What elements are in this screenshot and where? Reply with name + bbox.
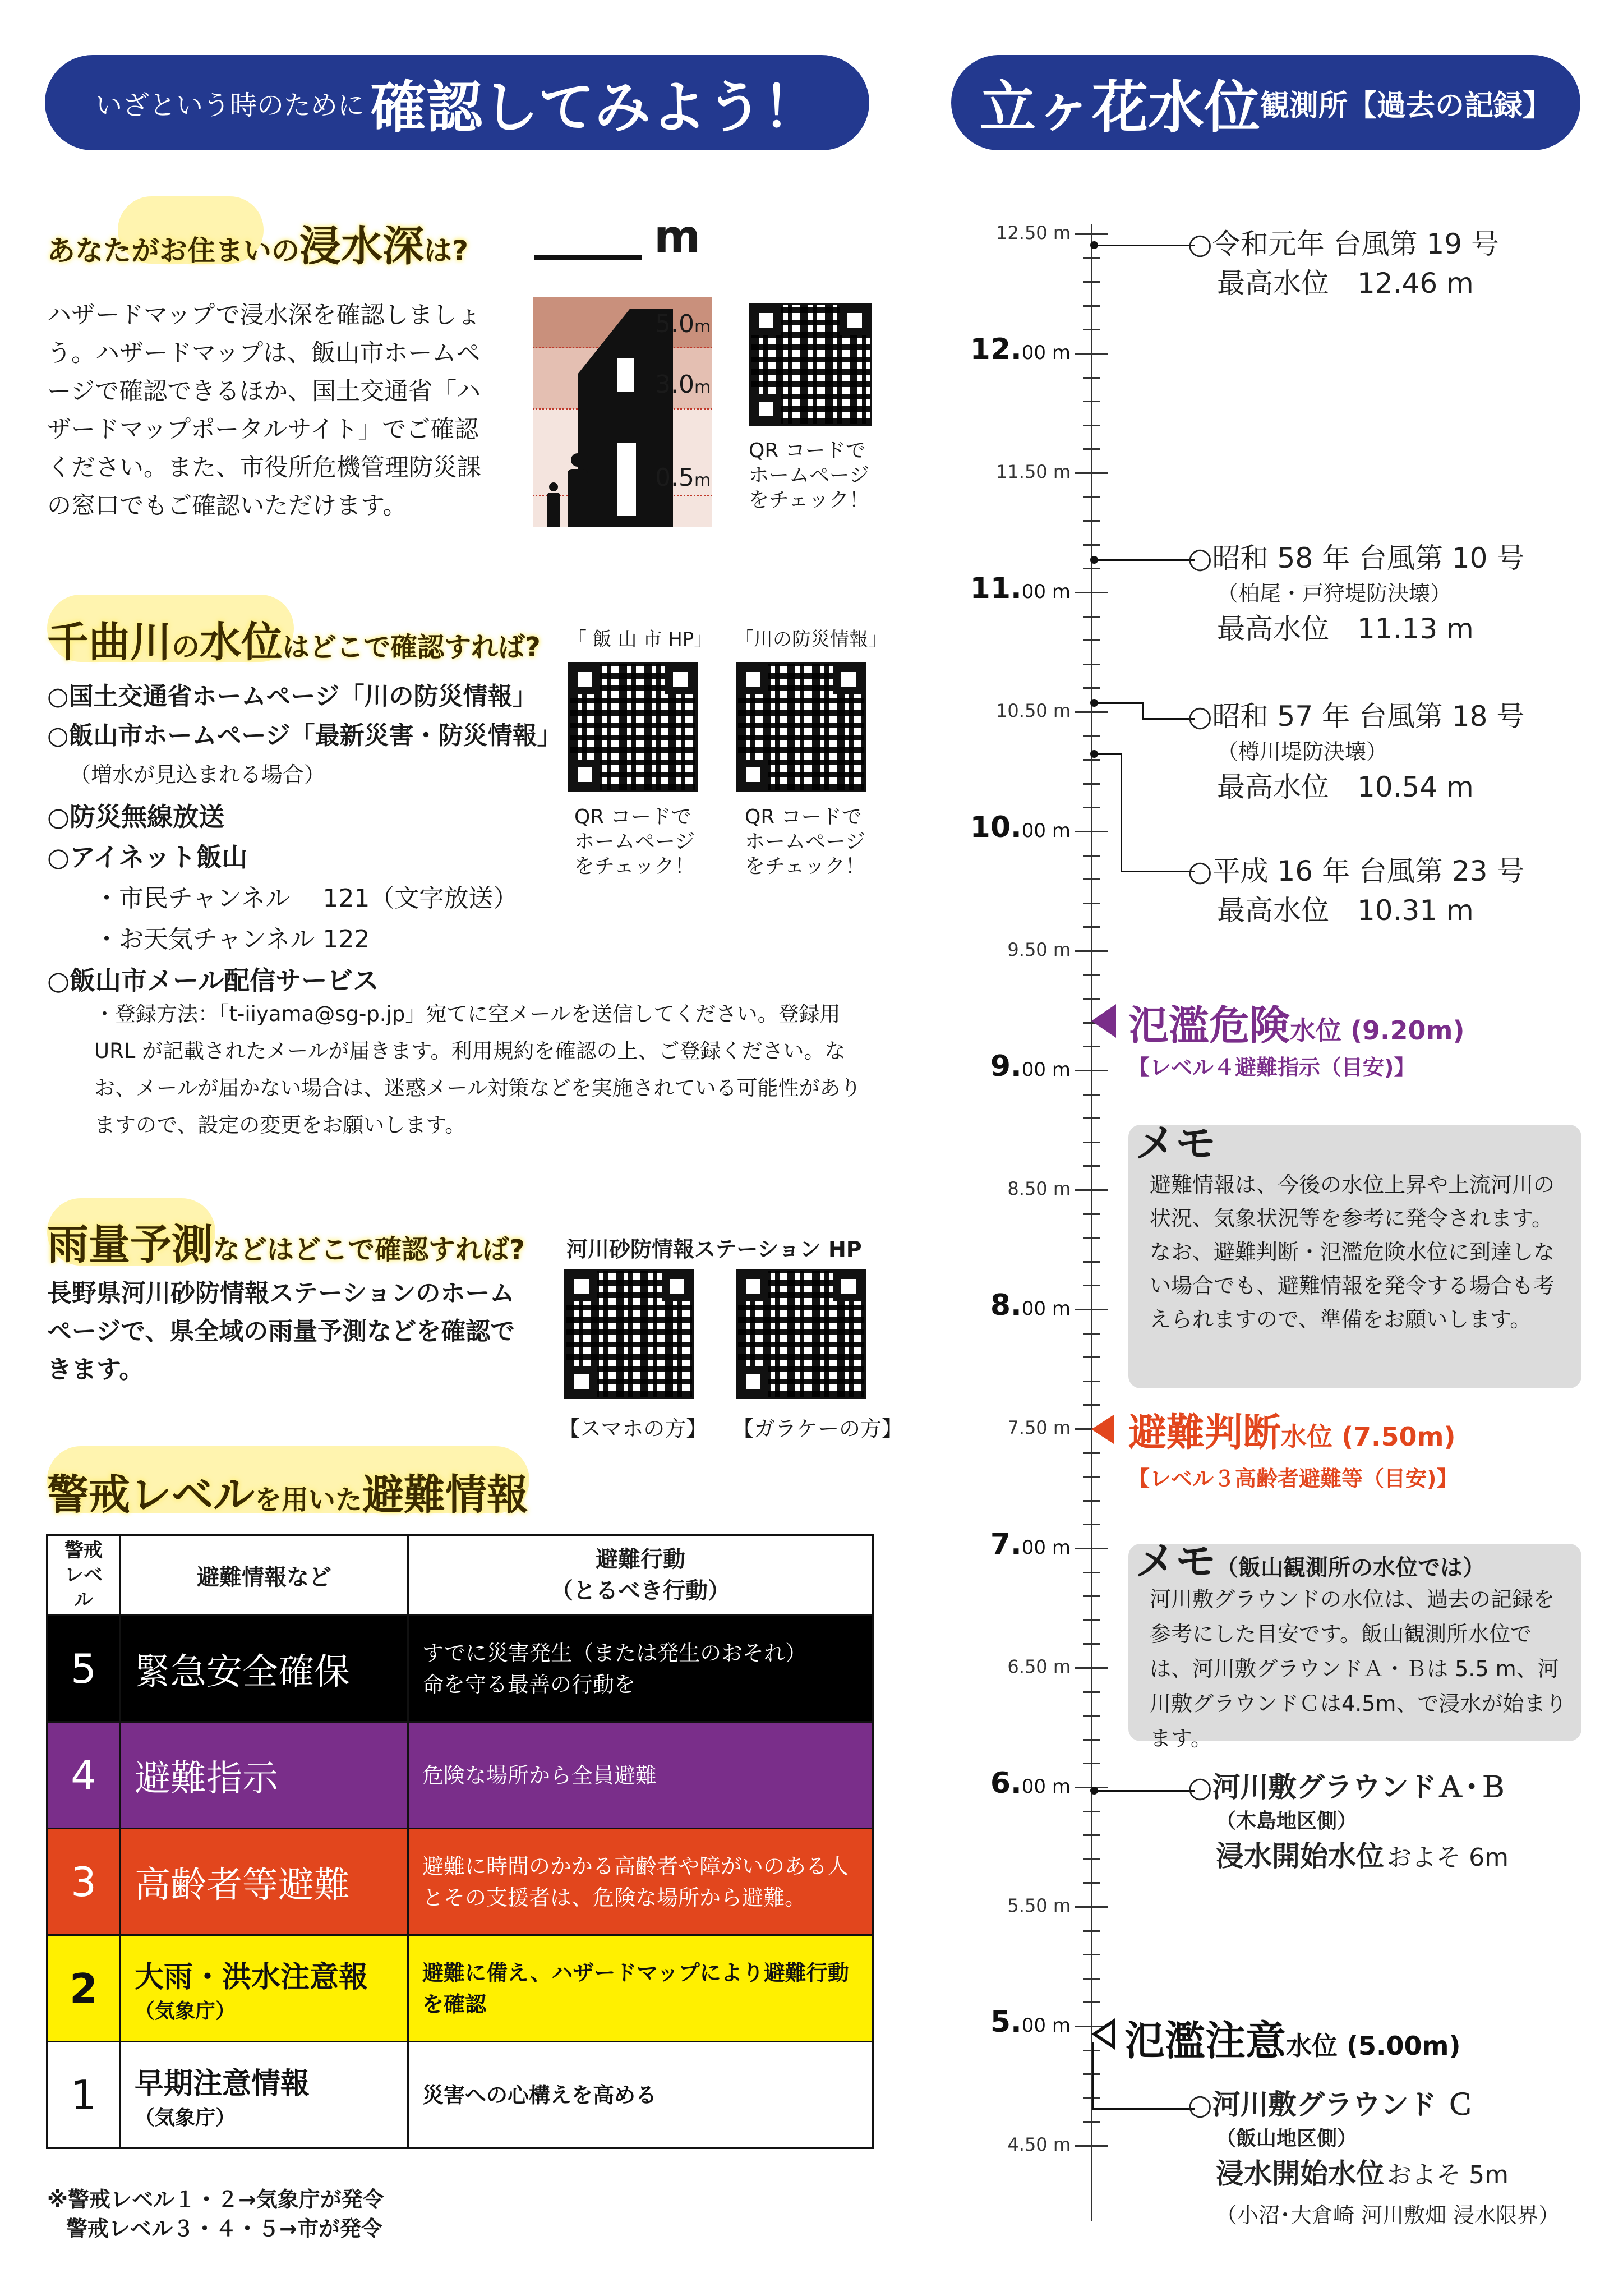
gauge-tick — [1083, 807, 1100, 808]
gauge-major-label: 12.00 m — [970, 333, 1071, 366]
record-reiwa1-leader — [1094, 245, 1195, 246]
record-s57: ○昭和 57 年 台風第 18 号 （樽川堤防決壊） 最高水位 10.54 m — [1188, 700, 1525, 803]
gauge-tick — [1083, 783, 1100, 785]
gauge-tick — [1083, 1213, 1100, 1215]
river-item-mlit: ○国土交通省ホームページ「川の防災情報」 — [47, 682, 537, 711]
gauge-tick — [1083, 1476, 1100, 1478]
gauge-axis — [1091, 224, 1092, 2221]
record-s58: ○昭和 58 年 台風第 10 号 （柏尾・戸狩堤防決壊） 最高水位 11.13 m — [1188, 542, 1525, 645]
record-s57-dot — [1090, 699, 1098, 707]
left-header-pre: いざという時のために — [95, 89, 365, 121]
alert-level-number: 2 — [47, 1935, 121, 2042]
left-header — [45, 55, 869, 150]
alert-level-name: 早期注意情報 （気象庁） — [121, 2042, 408, 2148]
alert-row-5 — [47, 1616, 873, 1722]
caution-level-label: 氾濫注意水位 (5.00m) — [1124, 2017, 1461, 2064]
gauge-tick — [1075, 1906, 1108, 1908]
gauge-major-label: 9.00 m — [990, 1050, 1071, 1083]
rain-qr-heading: 河川砂防情報ステーション HP — [566, 1237, 862, 1262]
gauge-tick — [1083, 2001, 1100, 2003]
rain-smartphone-label: 【スマホの方】 — [559, 1416, 708, 1441]
gauge-tick — [1075, 711, 1108, 713]
river-item-mail: ○飯山市メール配信サービス — [47, 965, 379, 996]
depth-text: ハザードマップで浸水深を確認しましょう。ハザードマップは、飯山市ホームページで確認できるほか、国土交通省「ハザードマップポータルサイト」でご確認ください。また、市役所危機管理防災課の窓口でもご確認いただけます。 — [47, 301, 481, 520]
record-reiwa1: ○令和元年 台風第 19 号 最高水位 12.46 m — [1188, 228, 1499, 300]
caution-level-arrow-inner — [1097, 2024, 1112, 2044]
river-disaster-qr-label: 「川の防災情報」 — [735, 628, 887, 651]
gauge-tick — [1083, 1954, 1100, 1955]
depth-blank-line — [534, 255, 642, 260]
rain-smartphone-qr-code[interactable] — [564, 1269, 694, 1399]
judge-level-label: 避難判断水位 (7.50m) — [1128, 1411, 1456, 1455]
record-s58-dot — [1090, 556, 1098, 564]
city-hp-qr-label: 「 飯 山 市 HP」 — [568, 628, 713, 651]
alert-level-action: すでに災害発生（または発生のおそれ） 命を守る最善の行動を — [408, 1616, 873, 1722]
gauge-tick — [1083, 759, 1100, 761]
record-s57-leader — [1094, 702, 1143, 704]
alert-row-1 — [47, 2042, 873, 2148]
gauge-tick — [1083, 903, 1100, 904]
gauge-tick — [1083, 1595, 1100, 1597]
gauge-tick — [1075, 1189, 1108, 1191]
alert-level-action: 危険な場所から全員避難 — [408, 1722, 873, 1829]
record-s57-leader-v — [1142, 702, 1144, 719]
gauge-tick — [1083, 1834, 1100, 1836]
gauge-tick — [1083, 1715, 1100, 1717]
ground-ab-dot — [1090, 1787, 1098, 1795]
gauge-half-label: 5.50 m — [1007, 1895, 1071, 1916]
gauge-major-label: 10.00 m — [970, 811, 1071, 844]
gauge-tick — [1083, 878, 1100, 880]
gauge-tick — [1083, 1572, 1100, 1573]
gauge-half-label: 6.50 m — [1007, 1656, 1071, 1677]
gauge-tick — [1083, 257, 1100, 259]
gauge-tick — [1083, 401, 1100, 402]
record-s57-leader-h — [1142, 718, 1195, 720]
gauge-tick — [1083, 329, 1100, 330]
ground-c-leader-v — [1092, 2042, 1094, 2109]
gauge-tick — [1083, 1261, 1100, 1263]
person-child-icon — [545, 482, 562, 527]
gauge-major-label: 11.00 m — [970, 572, 1071, 605]
memo-iiyama-title: メモ（飯山観測所の水位では） — [1135, 1538, 1486, 1585]
gauge-tick — [1083, 735, 1100, 737]
river-item-radio: ○防災無線放送 — [47, 802, 225, 832]
river-item-city: ○飯山市ホームページ「最新災害・防災情報」 — [47, 721, 562, 750]
gauge-tick — [1083, 1404, 1100, 1406]
gauge-tick — [1083, 1811, 1100, 1812]
right-header — [951, 55, 1580, 150]
gauge-major-label: 5.00 m — [990, 2005, 1071, 2039]
ground-c-leader-h — [1092, 2108, 1195, 2110]
gauge-tick — [1083, 1882, 1100, 1884]
alert-head-level: 警戒 レベル — [47, 1535, 121, 1616]
depth-illustration — [533, 297, 712, 527]
gauge-tick — [1083, 520, 1100, 522]
gauge-tick — [1075, 1548, 1108, 1549]
depth-level-5: 5.0m — [655, 310, 711, 338]
gauge-tick — [1083, 974, 1100, 976]
rain-featurephone-label: 【ガラケーの方】 — [732, 1416, 903, 1441]
river-item-inet: ○アイネット飯山 — [47, 842, 248, 872]
gauge-tick — [1083, 1381, 1100, 1382]
gauge-tick — [1083, 2073, 1100, 2075]
depth-title: あなたがお住まいの浸水深は? — [47, 222, 469, 270]
depth-level-05: 0.5m — [655, 463, 711, 492]
gauge-tick — [1083, 1858, 1100, 1860]
gauge-half-label: 10.50 m — [996, 700, 1071, 721]
alert-level-name: 高齢者等避難 — [121, 1829, 408, 1935]
alert-level-number: 4 — [47, 1722, 121, 1829]
gauge-tick — [1083, 1142, 1100, 1143]
alert-level-name: 緊急安全確保 — [121, 1616, 408, 1722]
river-item-weather-channel: ・お天気チャンネル 122 — [94, 925, 370, 954]
gauge-tick — [1083, 2097, 1100, 2099]
gauge-tick — [1075, 233, 1108, 235]
gauge-tick — [1083, 305, 1100, 307]
hazardmap-qr-caption: QR コードで ホームページ をチェック！ — [749, 439, 870, 512]
gauge-tick — [1075, 353, 1108, 355]
gauge-major-label: 8.00 m — [990, 1289, 1071, 1322]
gauge-tick — [1083, 1117, 1100, 1119]
gauge-tick — [1075, 950, 1108, 952]
gauge-tick — [1083, 377, 1100, 379]
hazardmap-qr-code[interactable] — [749, 303, 872, 426]
judge-level-note: 【レベル３高齢者避難等（目安)】 — [1128, 1466, 1458, 1491]
alert-row-2 — [47, 1935, 873, 2042]
memo-evacuation-text: 避難情報は、今後の水位上昇や上流河川の状況、気象状況等を参考に発令されます。なお、避難判断・氾濫危険水位に到達しない場合でも、避難情報を発令する場合も考えられますので、準備をお願いします。 — [1150, 1172, 1555, 1332]
gauge-half-label: 12.50 m — [996, 222, 1071, 243]
alert-row-3 — [47, 1829, 873, 1935]
gauge-tick — [1083, 1452, 1100, 1454]
gauge-tick — [1075, 592, 1108, 593]
gauge-tick — [1083, 1356, 1100, 1358]
alert-level-action: 災害への心構えを高める — [408, 2042, 873, 2148]
record-s58-leader — [1094, 559, 1195, 561]
gauge-tick — [1083, 1763, 1100, 1764]
ground-ab: ○河川敷グラウンドＡ･Ｂ （木島地区側） 浸水開始水位 およそ 6m — [1188, 1771, 1509, 1872]
depth-level-3: 3.0m — [655, 370, 711, 399]
gauge-tick — [1083, 998, 1100, 1000]
gauge-tick — [1075, 1070, 1108, 1071]
alert-head-action: 避難行動 （とるべき行動） — [408, 1535, 873, 1616]
gauge-tick — [1083, 1500, 1100, 1502]
right-header-main: 立ヶ花水位 — [979, 75, 1260, 140]
gauge-tick — [1083, 2121, 1100, 2123]
record-h16-dot — [1090, 750, 1098, 758]
gauge-tick — [1083, 568, 1100, 569]
rain-text: 長野県河川砂防情報ステーションのホームページで、県全域の雨量予測などを確認できます。 — [47, 1279, 515, 1384]
gauge-tick — [1083, 425, 1100, 426]
person-adult-icon — [565, 453, 590, 527]
alert-level-number: 3 — [47, 1829, 121, 1935]
gauge-tick — [1083, 639, 1100, 641]
alert-level-table — [46, 1534, 874, 2149]
left-header-main: 確認してみよう！ — [370, 75, 819, 140]
gauge-tick — [1083, 2050, 1100, 2051]
gauge-half-label: 9.50 m — [1007, 939, 1071, 960]
alert-level-number: 1 — [47, 2042, 121, 2148]
alert-level-name: 避難指示 — [121, 1722, 408, 1829]
gauge-tick — [1083, 1046, 1100, 1047]
ground-c: ○河川敷グラウンド Ｃ （飯山地区側） 浸水開始水位 およそ 5m （小沼･大倉崎 河川敷畑 浸水限界） — [1188, 2088, 1560, 2228]
gauge-tick — [1083, 1237, 1100, 1239]
alert-note-1: ※警戒レベル１・２→気象庁が発令 — [47, 2187, 384, 2212]
gauge-tick — [1075, 472, 1108, 474]
gauge-tick — [1083, 1930, 1100, 1932]
alert-table-header — [47, 1535, 873, 1616]
gauge-tick — [1083, 1333, 1100, 1335]
record-h16-leader-v — [1121, 753, 1122, 871]
gauge-tick — [1083, 1691, 1100, 1693]
river-title: 千曲川の水位はどこで確認すれば? — [47, 618, 541, 666]
gauge-major-label: 6.00 m — [990, 1766, 1071, 1800]
gauge-tick — [1083, 448, 1100, 450]
gauge-tick — [1083, 855, 1100, 857]
alert-level-action: 避難に備え、ハザードマップにより避難行動を確認 — [408, 1935, 873, 2042]
alert-level-number: 5 — [47, 1616, 121, 1722]
river-item-citizen-channel: ・市民チャンネル 121（文字放送） — [94, 884, 518, 913]
gauge-tick — [1083, 1094, 1100, 1096]
record-h16-leader-h — [1121, 871, 1195, 872]
alert-title: 警戒レベルを用いた避難情報 — [47, 1471, 529, 1519]
river-item-city-note: （増水が見込まれる場合） — [70, 762, 326, 787]
rain-title: 雨量予測などはどこで確認すれば? — [47, 1221, 525, 1269]
gauge-major-label: 7.00 m — [990, 1527, 1071, 1561]
right-header-sub: 観測所【過去の記録】 — [1260, 89, 1552, 123]
gauge-tick — [1083, 1165, 1100, 1167]
gauge-tick — [1083, 496, 1100, 498]
gauge-tick — [1083, 926, 1100, 928]
alert-row-4 — [47, 1722, 873, 1829]
gauge-tick — [1083, 1978, 1100, 1980]
gauge-tick — [1083, 1643, 1100, 1645]
alert-level-name: 大雨・洪水注意報 （気象庁） — [121, 1935, 408, 2042]
alert-level-action: 避難に時間のかかる高齢者や障がいのある人とその支援者は、危険な場所から避難。 — [408, 1829, 873, 1935]
gauge-tick — [1075, 2145, 1108, 2147]
river-disaster-qr-caption: QR コードで ホームページ をチェック！ — [745, 806, 866, 878]
ground-ab-leader — [1094, 1790, 1195, 1792]
alert-note-2: 警戒レベル３・４・５→市が発令 — [66, 2216, 382, 2241]
gauge-tick — [1083, 664, 1100, 665]
record-reiwa1-dot — [1090, 241, 1098, 249]
gauge-tick — [1075, 1667, 1108, 1669]
gauge-half-label: 7.50 m — [1007, 1417, 1071, 1438]
depth-unit: m — [654, 210, 701, 263]
memo-evacuation-title: メモ — [1135, 1120, 1216, 1167]
river-item-mail-howto: ・登録方法：「t-iiyama@sg-p.jp」宛てに空メールを送信してください。登録用URL が記載されたメールが届きます。利用規約を確認の上、ご登録ください。なお、メールが届かない場合は、迷惑メール対策などを実施されている可能性がありますので、設定の変更をお願いします。 — [94, 1002, 861, 1137]
gauge-tick — [1083, 687, 1100, 689]
gauge-half-label: 11.50 m — [996, 461, 1071, 482]
judge-level-arrow-icon — [1091, 1415, 1114, 1444]
gauge-tick — [1083, 1285, 1100, 1286]
memo-iiyama-text: 河川敷グラウンドの水位は、過去の記録を参考にした目安です。飯山観測所水位では、河川敷グラウンドＡ・Ｂは 5.5 m、河川敷グラウンドＣは4.5m、で浸水が始まります。 — [1150, 1587, 1567, 1751]
record-h16: ○平成 16 年 台風第 23 号 最高水位 10.31 m — [1188, 855, 1525, 927]
gauge-half-label: 4.50 m — [1007, 2134, 1071, 2155]
gauge-tick — [1083, 616, 1100, 618]
danger-level-note: 【レベル４避難指示（目安)】 — [1128, 1055, 1415, 1080]
rain-featurephone-qr-code[interactable] — [736, 1269, 866, 1399]
gauge-tick — [1083, 1739, 1100, 1741]
gauge-tick — [1083, 544, 1100, 546]
gauge-half-label: 8.50 m — [1007, 1178, 1071, 1199]
alert-head-info: 避難情報など — [121, 1535, 408, 1616]
river-disaster-qr-code[interactable] — [736, 662, 866, 792]
gauge-tick — [1075, 1309, 1108, 1310]
danger-level-arrow-icon — [1091, 1004, 1116, 1038]
gauge-tick — [1083, 281, 1100, 283]
city-hp-qr-code[interactable] — [568, 662, 698, 792]
city-hp-qr-caption: QR コードで ホームページ をチェック！ — [574, 806, 695, 878]
gauge-tick — [1075, 831, 1108, 832]
gauge-tick — [1083, 1619, 1100, 1621]
danger-level-label: 氾濫危険水位 (9.20m) — [1128, 1002, 1465, 1049]
gauge-tick — [1083, 1524, 1100, 1525]
